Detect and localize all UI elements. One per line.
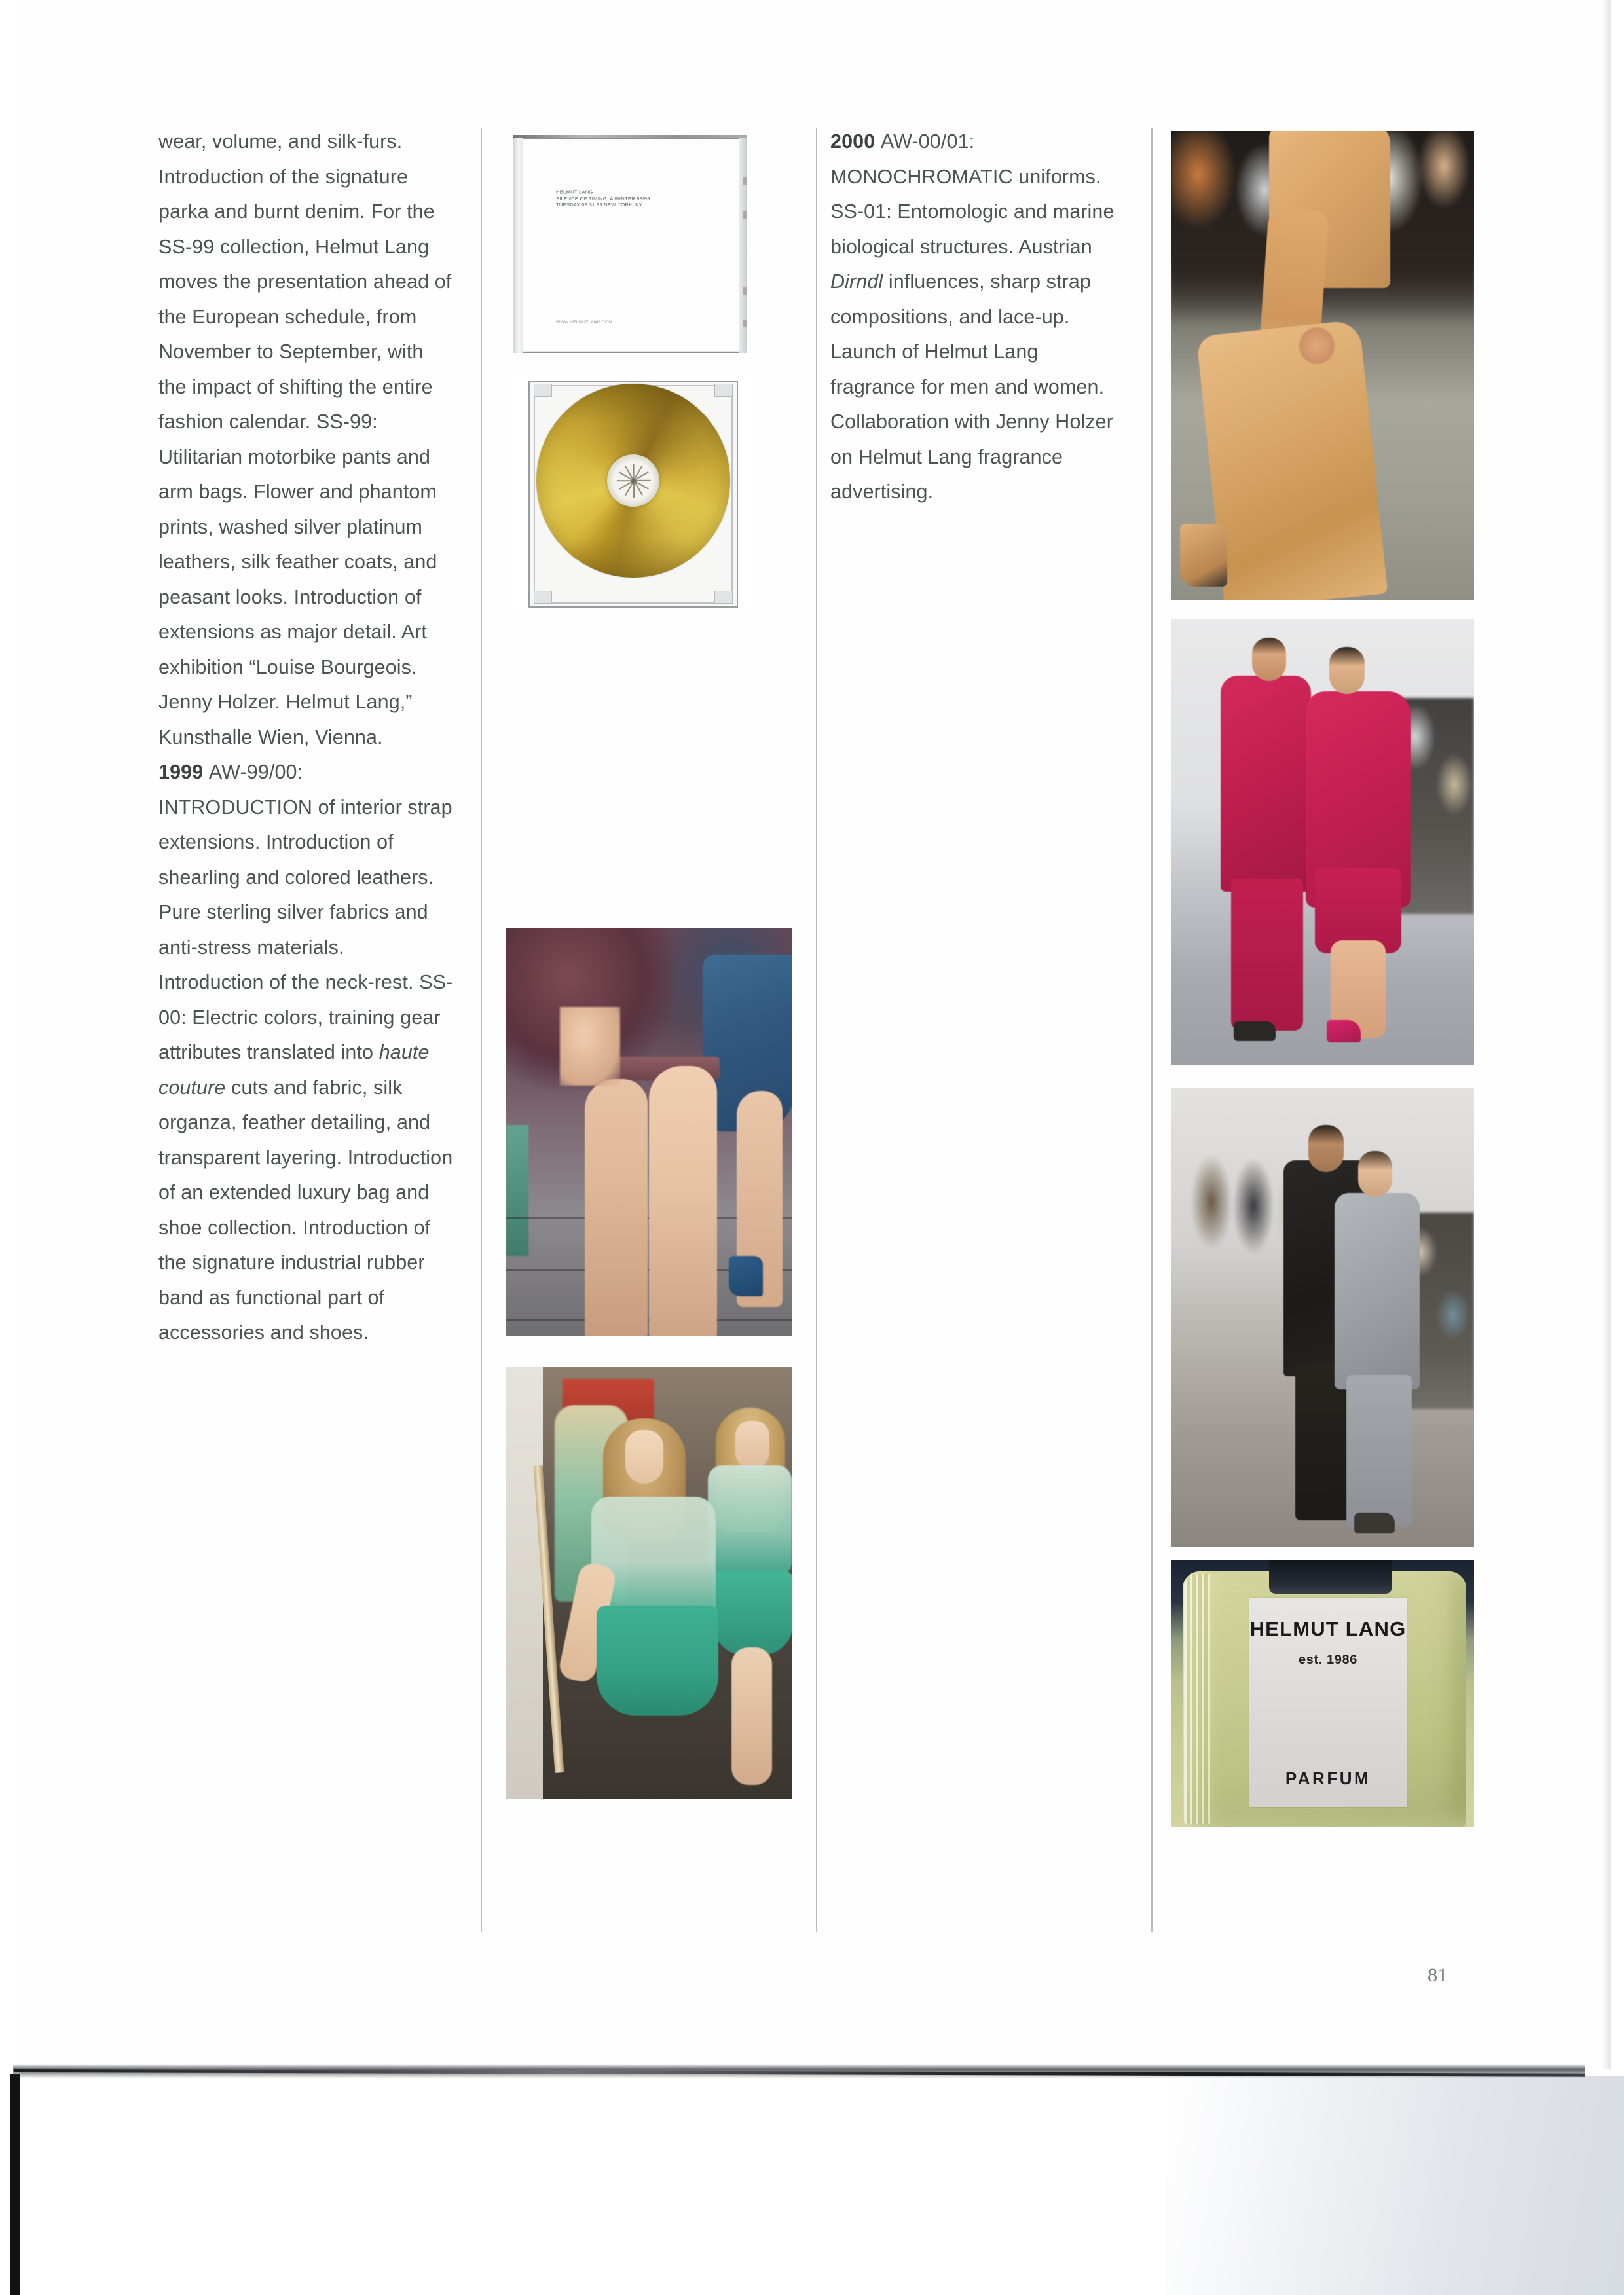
perfume-bottle-label bbox=[1249, 1598, 1407, 1807]
perfume-bottle-cap bbox=[1269, 1560, 1392, 1594]
book-page bbox=[20, 0, 1611, 2069]
model-shoe bbox=[1234, 1021, 1276, 1041]
compact-disc-center-hole bbox=[631, 479, 636, 483]
stairwell-wall bbox=[506, 1367, 543, 1799]
legs-stairs-photo bbox=[506, 928, 792, 1336]
grey-tailored-jacket bbox=[1335, 1193, 1420, 1389]
model-face bbox=[735, 1421, 769, 1469]
jewel-case-left-spine bbox=[513, 138, 523, 353]
season-aw-99-00: AW-99/00: bbox=[208, 761, 303, 783]
model-face bbox=[625, 1430, 663, 1484]
paragraph-ss99-calendar: For the SS-99 collection, Helmut Lang moves the presentation ahead of the European schedule, from November to September, with the impact of shifting the entire fashion calendar. bbox=[158, 200, 452, 433]
scanner-light-gradient bbox=[1166, 2076, 1624, 2295]
cd-cover-caption-line-3: TUESDAY 03.31.99 NEW YORK, NY bbox=[556, 202, 643, 208]
cd-cover-footer-url: WWW.HELMUTLANG.COM bbox=[556, 320, 613, 325]
entry-2000-body-part1: MONOCHROMATIC uniforms. SS-01: Entomologic and marine biological structures. Austrian bbox=[830, 165, 1115, 258]
tray-corner-clip bbox=[714, 591, 733, 604]
paragraph-ss99-details: SS-99: Utilitarian motorbike pants and arm bags. Flower and phantom prints, washed silver platinum leathers, silk feather coats, and peasant looks. Introduction of extensions as major detail. bbox=[158, 411, 437, 643]
entry-1999-body-part2: cuts and fabric, silk organza, feather detailing, and transparent layering. Introduction of an extended luxury bag and shoe collection. Introduction of the signature industrial rubber band as functional part of accessories and shoes. bbox=[158, 1076, 453, 1344]
season-aw-00-01: AW-00/01: bbox=[880, 130, 975, 153]
model-hand bbox=[1299, 327, 1335, 364]
male-model-head bbox=[1252, 638, 1286, 681]
sheer-green-top bbox=[708, 1465, 792, 1577]
cd-jewel-case-cover-image bbox=[507, 131, 752, 357]
model-leg bbox=[585, 1079, 648, 1336]
cd-cover-caption-line-1: HELMUT LANG bbox=[556, 189, 593, 195]
paragraph-art-exhibition: Art exhibition “Louise Bourgeois. Jenny Holzer. Helmut Lang,” Kunsthalle Wien, Vienna. bbox=[158, 621, 427, 748]
tray-corner-clip bbox=[534, 591, 552, 604]
model-leg bbox=[649, 1066, 717, 1336]
teal-garment-edge bbox=[506, 1125, 528, 1256]
green-organza-photo bbox=[506, 1367, 792, 1799]
crimson-runway-photo bbox=[1171, 619, 1474, 1065]
crimson-trousers bbox=[1231, 879, 1303, 1031]
parfum-established-year: est. 1986 bbox=[1299, 1653, 1357, 1667]
parfum-brand-name: HELMUT LANG bbox=[1249, 1617, 1407, 1640]
jewel-case-hinge-notch bbox=[743, 211, 747, 219]
year-1999: 1999 bbox=[158, 761, 204, 783]
term-dirndl: Dirndl bbox=[830, 270, 883, 293]
bottle-glass-highlight bbox=[1184, 1574, 1210, 1824]
parfum-product-type: PARFUM bbox=[1285, 1769, 1371, 1788]
model-hand bbox=[560, 1007, 620, 1086]
paragraph-continued: wear, volume, and silk-furs. Introduction of the signature parka and burnt denim. bbox=[158, 130, 409, 223]
female-model-head bbox=[1329, 647, 1365, 694]
jewel-case-hinge-notch bbox=[743, 287, 747, 295]
column-rule-2 bbox=[816, 128, 817, 1932]
compact-disc-hub-spokes bbox=[607, 454, 659, 507]
jewel-case-hinge-notch bbox=[743, 320, 747, 327]
female-model-head bbox=[1358, 1151, 1392, 1197]
entry-1999-body-part1: INTRODUCTION of interior strap extensions. Introduction of shearling and colored leathers. Pure sterling silver fabrics and anti-stress materials. Introduction of the neck-rest. SS-00: Electric colors, training gear attributes translated into bbox=[158, 796, 453, 1063]
column-rule-3 bbox=[1151, 128, 1153, 1932]
page-number: 81 bbox=[1428, 1964, 1448, 1986]
model-shoe bbox=[1354, 1513, 1395, 1533]
term-haute-couture: haute couture bbox=[158, 1041, 430, 1099]
tan-runway-photo bbox=[1171, 131, 1474, 600]
green-organza-shorts bbox=[597, 1606, 718, 1716]
model-shoe bbox=[1180, 524, 1227, 587]
male-model-head bbox=[1308, 1125, 1344, 1172]
jewel-case-hinge-notch bbox=[743, 177, 747, 185]
crimson-heeled-shoe bbox=[1327, 1020, 1361, 1042]
scanner-left-edge-bar bbox=[10, 2074, 20, 2295]
tray-corner-clip bbox=[714, 384, 733, 397]
crimson-mens-suit bbox=[1221, 676, 1311, 892]
blue-heeled-shoe bbox=[729, 1256, 763, 1296]
parfum-bottle-photo bbox=[1171, 1560, 1474, 1827]
text-column-left bbox=[158, 124, 454, 1351]
entry-2000-body-part2: influences, sharp strap compositions, and lace-up. Launch of Helmut Lang fragrance for men and women. Collaboration with Jenny Holzer on Helmut Lang fragrance advertising. bbox=[830, 270, 1114, 503]
tray-corner-clip bbox=[534, 384, 552, 397]
cd-cover-caption-line-2: SILENCE OF TIMING, A WINTER 98/99 bbox=[556, 195, 650, 202]
page-right-edge-shading bbox=[1602, 0, 1611, 2069]
text-column-right bbox=[830, 124, 1125, 510]
year-2000: 2000 bbox=[830, 130, 876, 153]
column-rule-1 bbox=[481, 128, 482, 1932]
gold-cd-image bbox=[507, 373, 752, 614]
model-leg bbox=[731, 1647, 772, 1785]
cd-cover-caption bbox=[556, 189, 707, 208]
grey-suit-runway-photo bbox=[1171, 1088, 1474, 1547]
grey-trousers bbox=[1346, 1375, 1412, 1527]
green-organza-shorts bbox=[713, 1571, 792, 1655]
